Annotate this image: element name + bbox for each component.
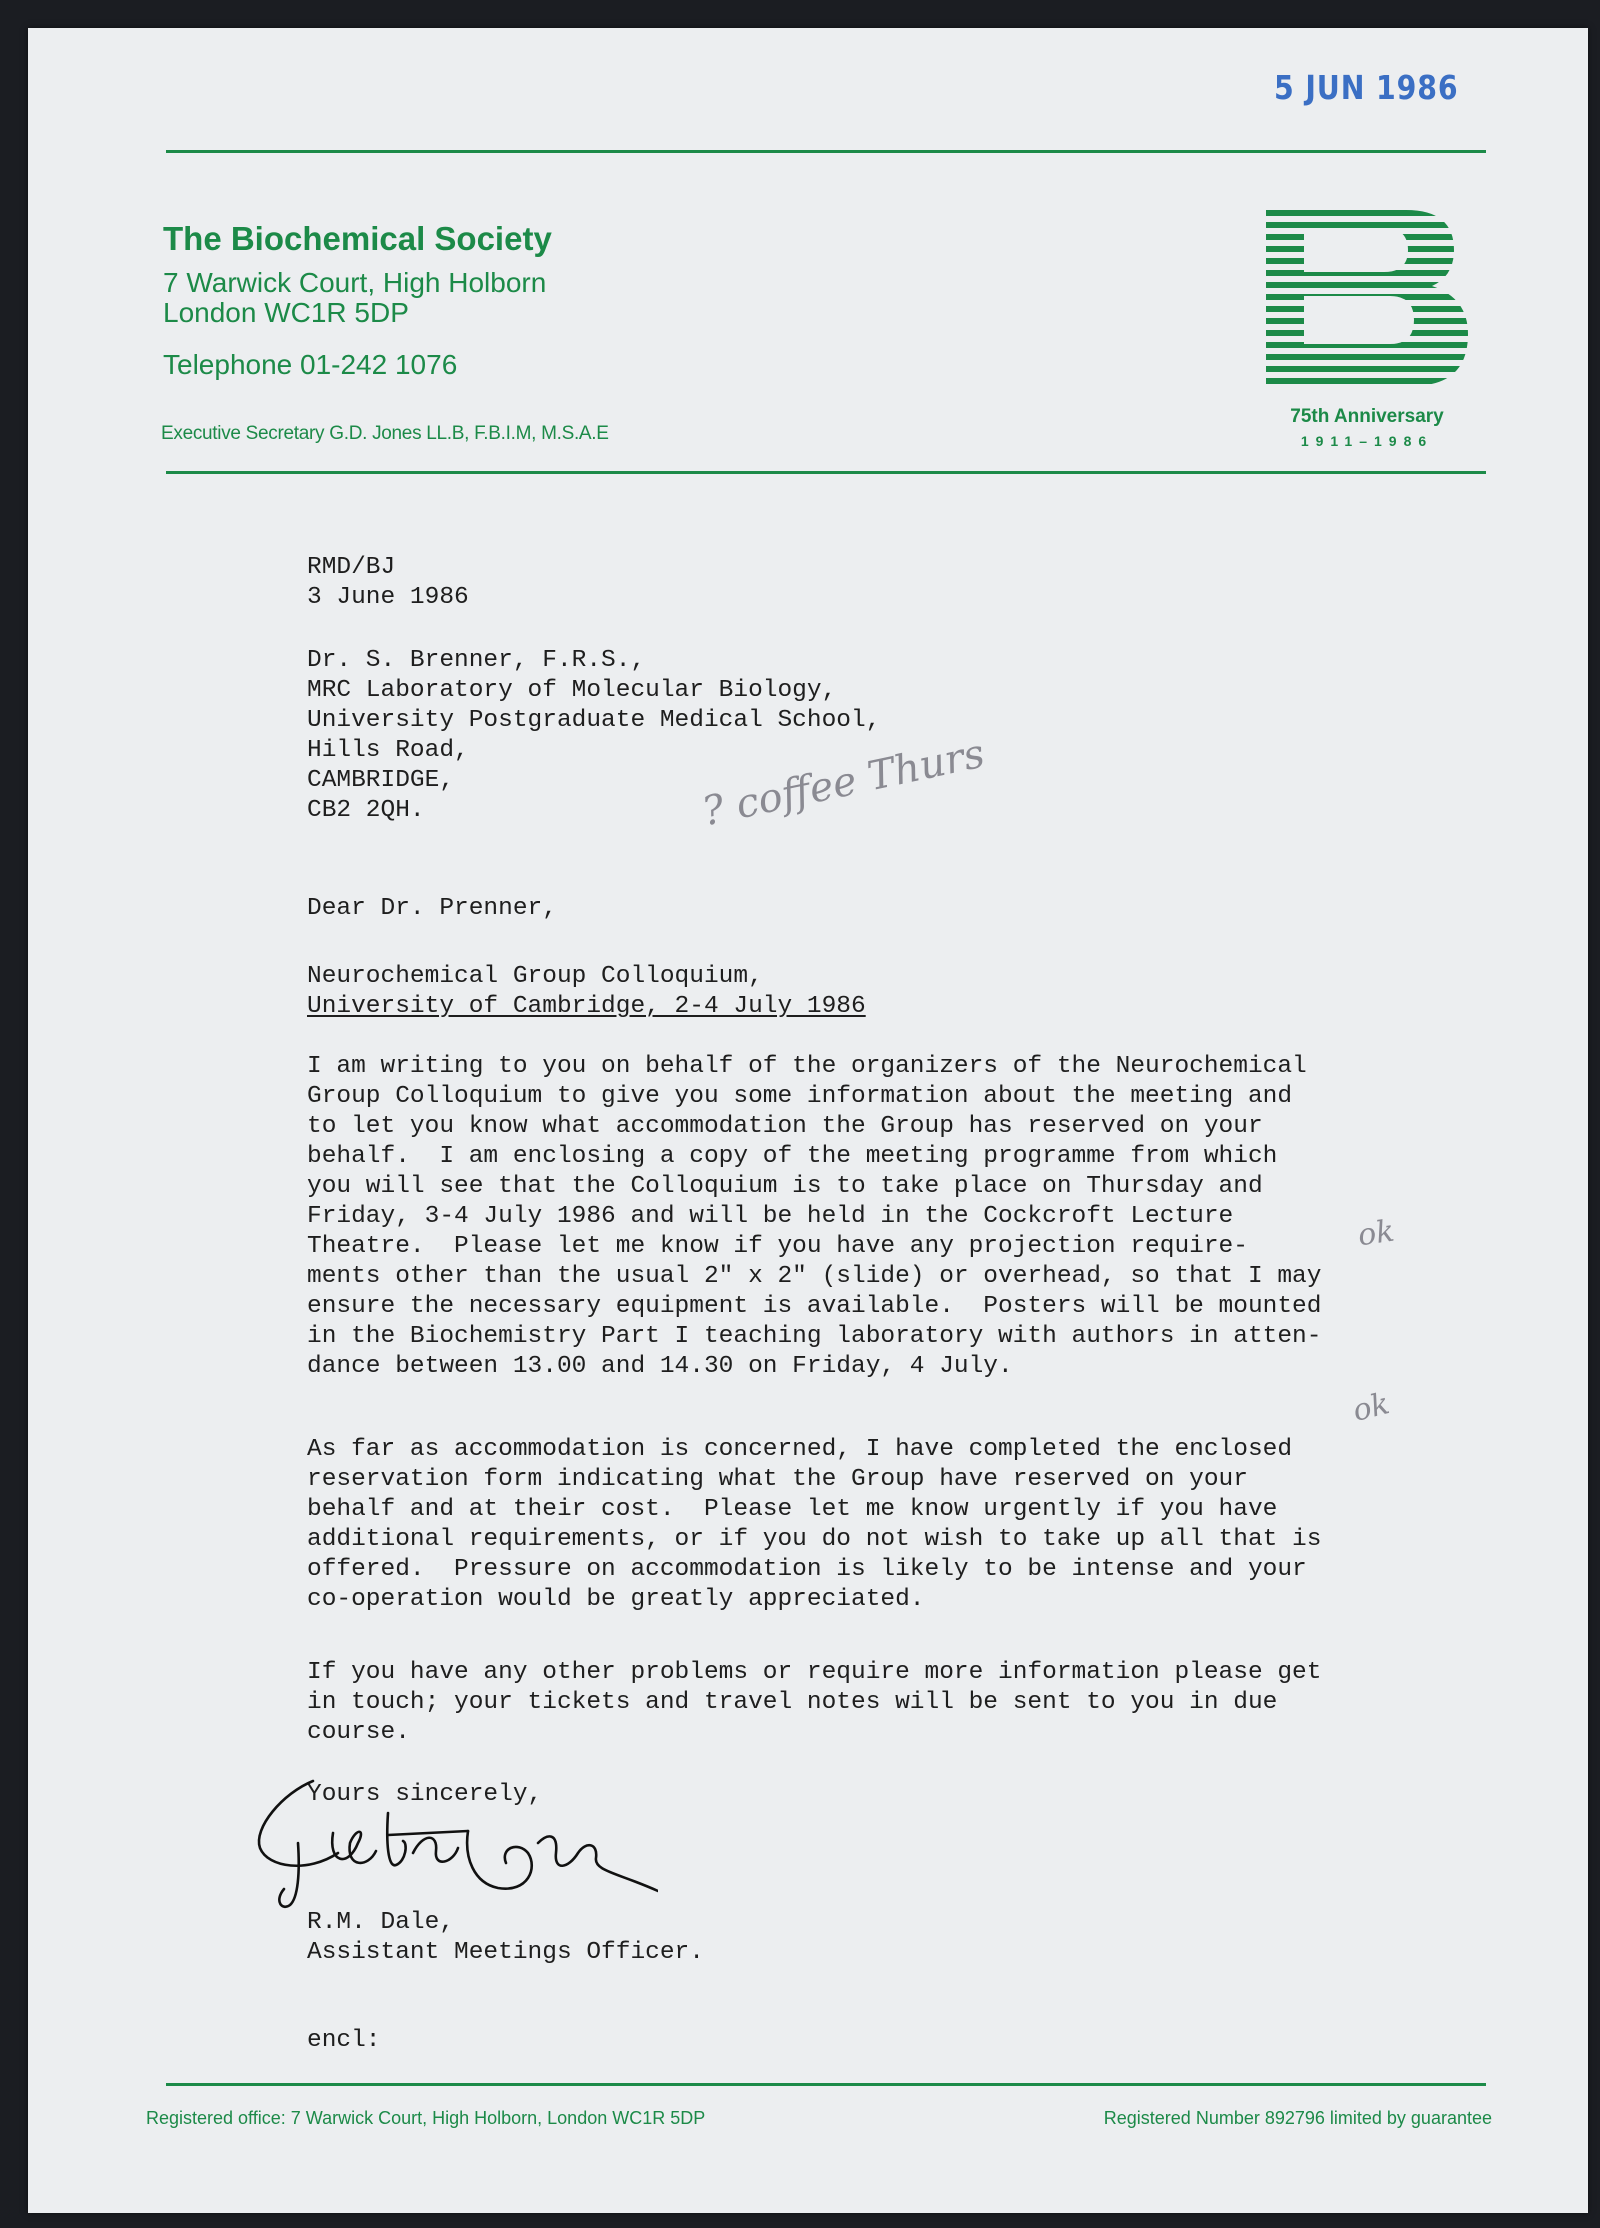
header-top-rule: [166, 150, 1486, 153]
closing: Yours sincerely,: [307, 1781, 543, 1808]
subject-line-2: University of Cambridge, 2-4 July 1986: [307, 993, 866, 1020]
handwritten-note-ok-2: ok: [1349, 1386, 1393, 1429]
recipient-line: University Postgraduate Medical School,: [307, 707, 881, 734]
registered-number: Registered Number 892796 limited by guarantee: [1103, 2108, 1492, 2128]
recipient-line: Hills Road,: [307, 737, 469, 764]
header-bottom-rule: [166, 471, 1486, 474]
paragraph-2-line: behalf and at their cost. Please let me know urgently if you have: [307, 1496, 1278, 1523]
reference: RMD/BJ: [307, 554, 396, 581]
paragraph-2-line: reservation form indicating what the Group have reserved on your: [307, 1466, 1248, 1493]
paragraph-1-line: to let you know what accommodation the Group has reserved on your: [307, 1113, 1263, 1140]
society-b-logo-icon: [1266, 210, 1468, 386]
paragraph-2-line: additional requirements, or if you do not wish to take up all that is: [307, 1526, 1322, 1553]
recipient-line: CAMBRIDGE,: [307, 767, 455, 794]
paragraph-1-line: Friday, 3-4 July 1986 and will be held in the Cockcroft Lecture: [307, 1203, 1234, 1230]
paragraph-1-line: dance between 13.00 and 14.30 on Friday, 4 July.: [307, 1353, 1013, 1380]
handwritten-note-coffee: ? coffee Thurs: [698, 730, 989, 836]
paragraph-1-line: Theatre. Please let me know if you have any projection require-: [307, 1233, 1248, 1260]
subject-line-1: Neurochemical Group Colloquium,: [307, 963, 763, 990]
executive-secretary: Executive Secretary G.D. Jones LL.B, F.B.I.M, M.S.A.E: [161, 423, 609, 444]
paragraph-1-line: ments other than the usual 2" x 2" (slide) or overhead, so that I may: [307, 1263, 1322, 1290]
paragraph-1-line: in the Biochemistry Part I teaching laboratory with authors in atten-: [307, 1323, 1322, 1350]
handwritten-note-ok-1: ok: [1355, 1213, 1397, 1254]
paragraph-3-line: If you have any other problems or require more information please get: [307, 1659, 1322, 1686]
footer-rule: [166, 2083, 1486, 2086]
recipient-line: MRC Laboratory of Molecular Biology,: [307, 677, 837, 704]
received-date-stamp: 5 JUN 1986: [1273, 68, 1458, 107]
paragraph-1-line: Group Colloquium to give you some information about the meeting and: [307, 1083, 1293, 1110]
paragraph-1-line: I am writing to you on behalf of the organizers of the Neurochemical: [307, 1053, 1307, 1080]
enclosure: encl:: [307, 2027, 381, 2054]
paragraph-2-line: co-operation would be greatly appreciated.: [307, 1586, 925, 1613]
paragraph-1-line: behalf. I am enclosing a copy of the meeting programme from which: [307, 1143, 1278, 1170]
paragraph-3-line: in touch; your tickets and travel notes will be sent to you in due: [307, 1689, 1278, 1716]
address-line-1: 7 Warwick Court, High Holborn: [163, 267, 547, 298]
signature-icon: [238, 1773, 658, 1913]
anniversary-label: 75th Anniversary: [1290, 406, 1444, 427]
signer-title: Assistant Meetings Officer.: [307, 1939, 704, 1966]
telephone: Telephone 01-242 1076: [163, 349, 458, 380]
recipient-line: CB2 2QH.: [307, 797, 425, 824]
society-name: The Biochemical Society: [163, 220, 552, 257]
paragraph-1-line: you will see that the Colloquium is to take place on Thursday and: [307, 1173, 1263, 1200]
salutation: Dear Dr. Prenner,: [307, 895, 557, 922]
address-line-2: London WC1R 5DP: [163, 297, 409, 328]
paragraph-1-line: ensure the necessary equipment is available. Posters will be mounted: [307, 1293, 1322, 1320]
recipient-line: Dr. S. Brenner, F.R.S.,: [307, 647, 646, 674]
paragraph-2-line: As far as accommodation is concerned, I have completed the enclosed: [307, 1436, 1293, 1463]
anniversary-years: 1911–1986: [1300, 433, 1434, 449]
registered-office: Registered office: 7 Warwick Court, High Holborn, London WC1R 5DP: [146, 2108, 706, 2128]
signer-name: R.M. Dale,: [307, 1909, 455, 1936]
paragraph-2-line: offered. Pressure on accommodation is likely to be intense and your: [307, 1556, 1307, 1583]
paragraph-3-line: course.: [307, 1719, 410, 1746]
letter-date: 3 June 1986: [307, 584, 469, 611]
letter-page: [28, 28, 1588, 2213]
